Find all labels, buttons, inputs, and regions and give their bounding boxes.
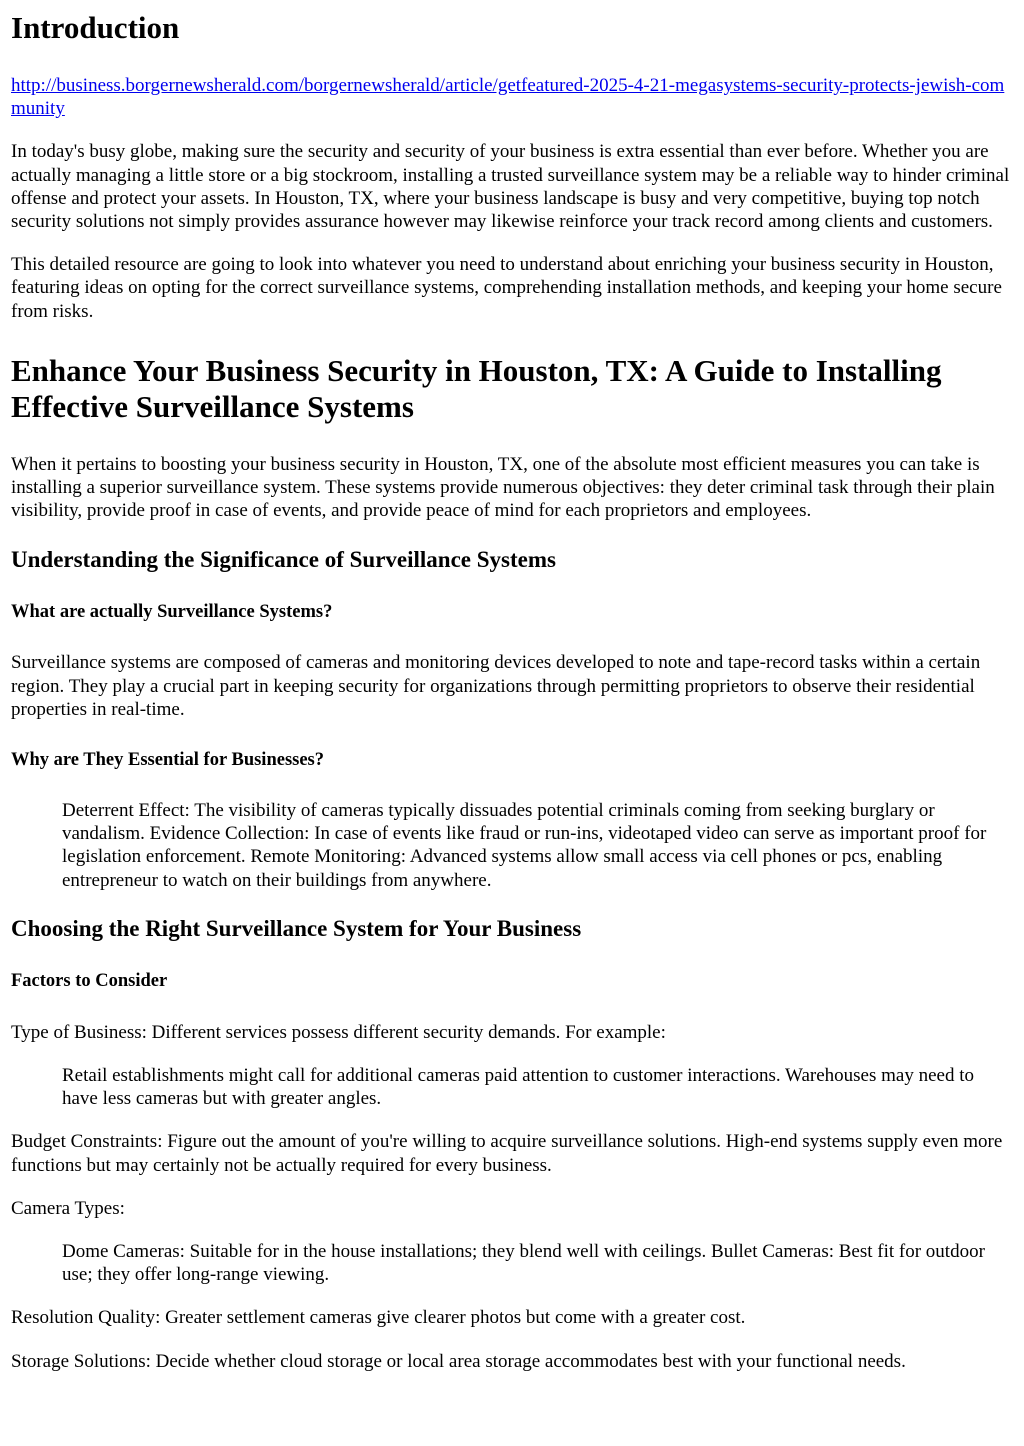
choosing-heading: Choosing the Right Surveillance System for Your Business	[11, 915, 582, 941]
guide-paragraph: When it pertains to boosting your business security in Houston, TX, one of the absolute most efficient measures you can take is installing a superior surveillance system. These systems provide numerous objectives: they deter criminal task through their plain visibility, provide proof in case of events, and provide peace of mind for each proprietors and employees.	[11, 453, 995, 522]
resolution-paragraph: Resolution Quality: Greater settlement cameras give clearer photos but come with a greater cost.	[11, 1307, 746, 1329]
introduction-heading: Introduction	[11, 10, 180, 45]
why-essential-heading: Why are They Essential for Businesses?	[11, 750, 325, 771]
source-link[interactable]: http://business.borgernewsherald.com/borgernewsherald/article/getfeatured-2025-4-21-megasystems-security-protects-jewish-community	[11, 75, 1005, 120]
what-are-surveillance-heading: What are actually Surveillance Systems?	[11, 602, 333, 623]
guide-heading: Enhance Your Business Security in Houston, TX: A Guide to Installing Effective Surveillance Systems	[11, 352, 942, 424]
camera-types-quote: Dome Cameras: Suitable for in the house installations; they blend well with ceilings. Bullet Cameras: Best fit for outdoor use; they offer long-range viewing.	[62, 1241, 985, 1286]
storage-paragraph: Storage Solutions: Decide whether cloud storage or local area storage accommodates best with your functional needs.	[11, 1350, 906, 1372]
budget-paragraph: Budget Constraints: Figure out the amount of you're willing to acquire surveillance solutions. High-end systems supply even more functions but may certainly not be actually required for every business.	[11, 1131, 1003, 1176]
type-of-business-paragraph: Type of Business: Different services possess different security demands. For example:	[11, 1021, 666, 1043]
factors-heading: Factors to Consider	[11, 970, 168, 991]
why-essential-quote: Deterrent Effect: The visibility of cameras typically dissuades potential criminals coming from seeking burglary or vandalism. Evidence Collection: In case of events like fraud or run-ins, videotaped video can serve as important proof for legislation enforcement. Remote Monitoring: Advanced systems allow small access via cell phones or pcs, enabling entrepreneur to watch on their buildings from anywhere.	[62, 800, 987, 891]
intro-paragraph-1: In today's busy globe, making sure the security and security of your business is extra essential than ever before. Whether you are actually managing a little store or a big stockroom, installing a trusted surveillance system may be a reliable way to hinder criminal offense and protect your assets. In Houston, TX, where your business landscape is busy and very competitive, buying top notch security solutions not simply provides assurance however may likewise reinforce your track record among clients and customers.	[11, 141, 1010, 233]
camera-types-paragraph: Camera Types:	[11, 1197, 125, 1219]
type-of-business-quote: Retail establishments might call for additional cameras paid attention to customer interactions. Warehouses may need to have less cameras but with greater angles.	[62, 1065, 974, 1110]
what-are-surveillance-paragraph: Surveillance systems are composed of cameras and monitoring devices developed to note and tape-record tasks within a certain region. They play a crucial part in keeping security for organizations through permitting proprietors to observe their residential properties in real-time.	[11, 652, 981, 720]
significance-heading: Understanding the Significance of Surveillance Systems	[11, 547, 556, 573]
source-link-paragraph	[11, 74, 1014, 120]
intro-paragraph-2: This detailed resource are going to look into whatever you need to understand about enriching your business security in Houston, featuring ideas on opting for the correct surveillance systems, comprehending installation methods, and keeping your home secure from risks.	[11, 254, 1002, 322]
